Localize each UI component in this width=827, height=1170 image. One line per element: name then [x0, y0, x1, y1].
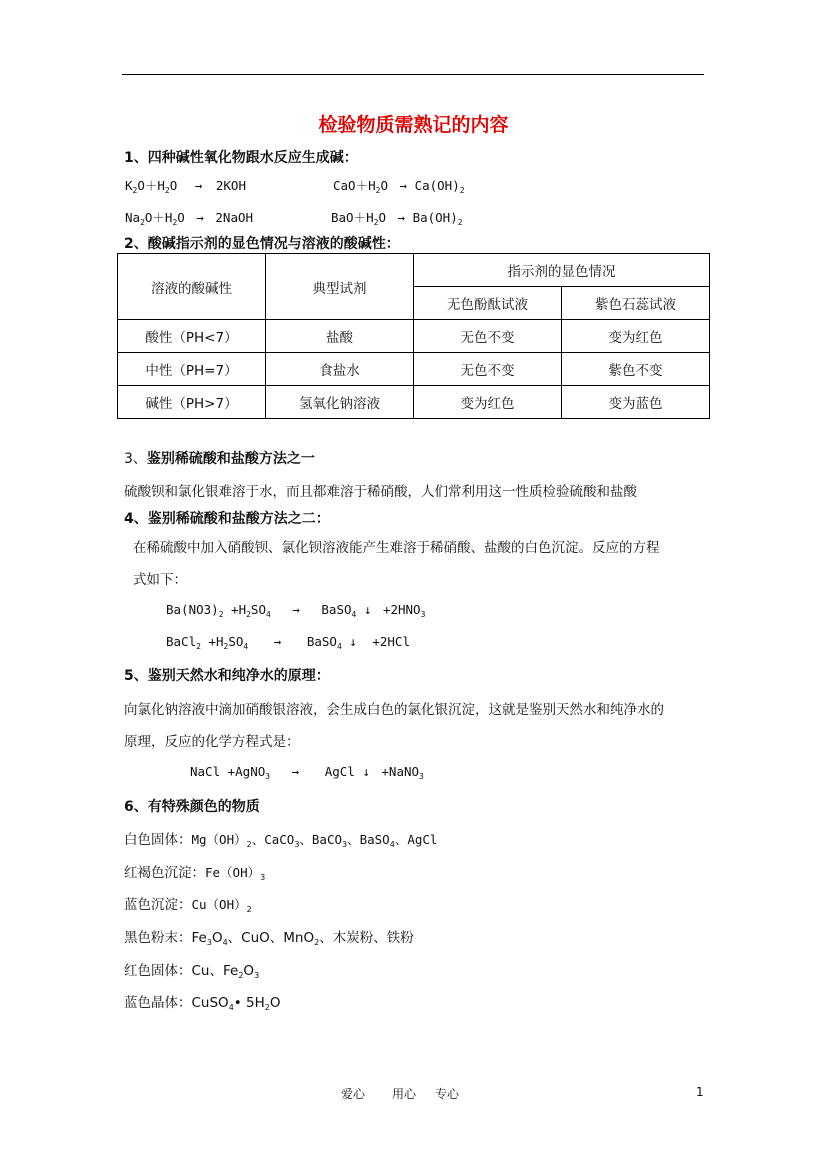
section-5-body-line2: 原理，反应的化学方程式是： [124, 734, 300, 750]
section-6-heading: 6、有特殊颜色的物质 [124, 799, 260, 815]
section-4-heading: 4、鉴别稀硫酸和盐酸方法之二： [124, 511, 330, 527]
cell-reagent: 盐酸 [266, 320, 414, 353]
arrow-icon: → [399, 178, 408, 193]
section-4-body-line1: 在稀硫酸中加入硝酸钡、氯化钡溶液能产生难溶于稀硝酸、盐酸的白色沉淀。反应的方程 [133, 540, 660, 556]
equation-barium-nitrate: $Ba(NO3)_2 +H_2SO_4$ → BaSO$_4$ ↓ $+2HNO_3$ [166, 602, 426, 619]
cell-litmus: 变为蓝色 [562, 386, 710, 419]
section-5-heading: 5、鉴别天然水和纯净水的原理： [124, 668, 330, 684]
precipitate-arrow-icon: ↓ [349, 634, 357, 649]
equation-na2o: $Na_2O+H_2O$ → 2NaOH [125, 210, 254, 227]
cell-phenolphthalein: 无色不变 [414, 320, 562, 353]
header-rule [122, 74, 704, 75]
equation-barium-chloride: BaCl$_2$ $+H_2SO_4$ → BaSO$_4$ ↓ +2HCl [166, 634, 410, 651]
arrow-icon: → [292, 602, 300, 617]
arrow-icon: → [194, 178, 203, 193]
black-powder-line: 黑色粉末：$Fe_3O_4$、CuO、MnO$_2$、木炭粉、铁粉 [124, 930, 414, 947]
section-2-heading: 2、酸碱指示剂的显色情况与溶液的酸碱性： [124, 236, 400, 252]
cell-litmus: 变为红色 [562, 320, 710, 353]
equation-bao: $BaO+H_2O \to Ba(OH)_2$ [331, 210, 463, 227]
arrow-icon: → [196, 210, 204, 225]
arrow-icon: → [291, 764, 300, 779]
cell-reagent: 氢氧化钠溶液 [266, 386, 414, 419]
header-phenolphthalein: 无色酚酞试液 [414, 287, 562, 320]
footer-text-1: 爱心 [341, 1087, 366, 1101]
page-number: 1 [696, 1085, 704, 1099]
header-acidity: 溶液的酸碱性 [118, 254, 266, 320]
equation-k2o: $K_2O+H_2O \to 2KOH$ [125, 178, 246, 195]
blue-precipitate-line: 蓝色沉淀：$Cu(OH)_2$ [124, 897, 252, 914]
cell-reagent: 食盐水 [266, 353, 414, 386]
precipitate-arrow-icon: ↓ [362, 764, 370, 779]
page-title: 检验物质需熟记的内容 [318, 114, 509, 136]
section-3-body: 硫酸钡和氯化银难溶于水，而且都难溶于稀硝酸，人们常利用这一性质检验硫酸和盐酸 [124, 484, 637, 500]
precipitate-arrow-icon: ↓ [363, 602, 372, 617]
blue-crystal-line: 蓝色晶体：CuSO$_4$• $5H_2O$ [124, 995, 281, 1012]
section-4-body-line2: 式如下： [133, 572, 187, 588]
section-3-heading: 3、鉴别稀硫酸和盐酸方法之一 [124, 451, 315, 467]
table-row [118, 353, 710, 386]
cell-acidity: 酸性（PH<7） [118, 320, 266, 353]
footer-text-3: 专心 [435, 1087, 460, 1101]
white-solids-line: 白色固体：$Mg(OH)_2$、CaCO$_3$、BaCO$_3$、BaSO$_4$、AgCl [124, 832, 438, 849]
indicator-table [117, 253, 710, 419]
cell-litmus: 紫色不变 [562, 353, 710, 386]
cell-phenolphthalein: 无色不变 [414, 353, 562, 386]
cell-acidity: 碱性（PH>7） [118, 386, 266, 419]
header-reagent: 典型试剂 [266, 254, 414, 320]
section-5-body-line1: 向氯化钠溶液中滴加硝酸银溶液，会生成白色的氯化银沉淀，这就是鉴别天然水和纯净水的 [124, 702, 664, 718]
arrow-icon: → [273, 634, 282, 649]
equation-cao: $CaO+H_2O \to Ca(OH)_2$ [333, 178, 465, 195]
arrow-icon: → [397, 210, 406, 225]
red-solid-line: 红色固体：Cu、$Fe_2O_3$ [124, 963, 260, 980]
header-indicator: 指示剂的显色情况 [414, 254, 710, 287]
cell-phenolphthalein: 变为红色 [414, 386, 562, 419]
footer-text-2: 用心 [392, 1087, 417, 1101]
header-litmus: 紫色石蕊试液 [562, 287, 710, 320]
cell-acidity: 中性（PH=7） [118, 353, 266, 386]
table-row [118, 386, 710, 419]
equation-silver-chloride: NaCl +AgNO$_3$ → AgCl ↓ +NaNO$_3$ [190, 764, 424, 781]
table-row [118, 320, 710, 353]
section-1-heading: 1、四种碱性氧化物跟水反应生成碱： [124, 150, 358, 166]
red-brown-precipitate-line: 红褐色沉淀：$Fe(OH)_3$ [124, 865, 266, 882]
